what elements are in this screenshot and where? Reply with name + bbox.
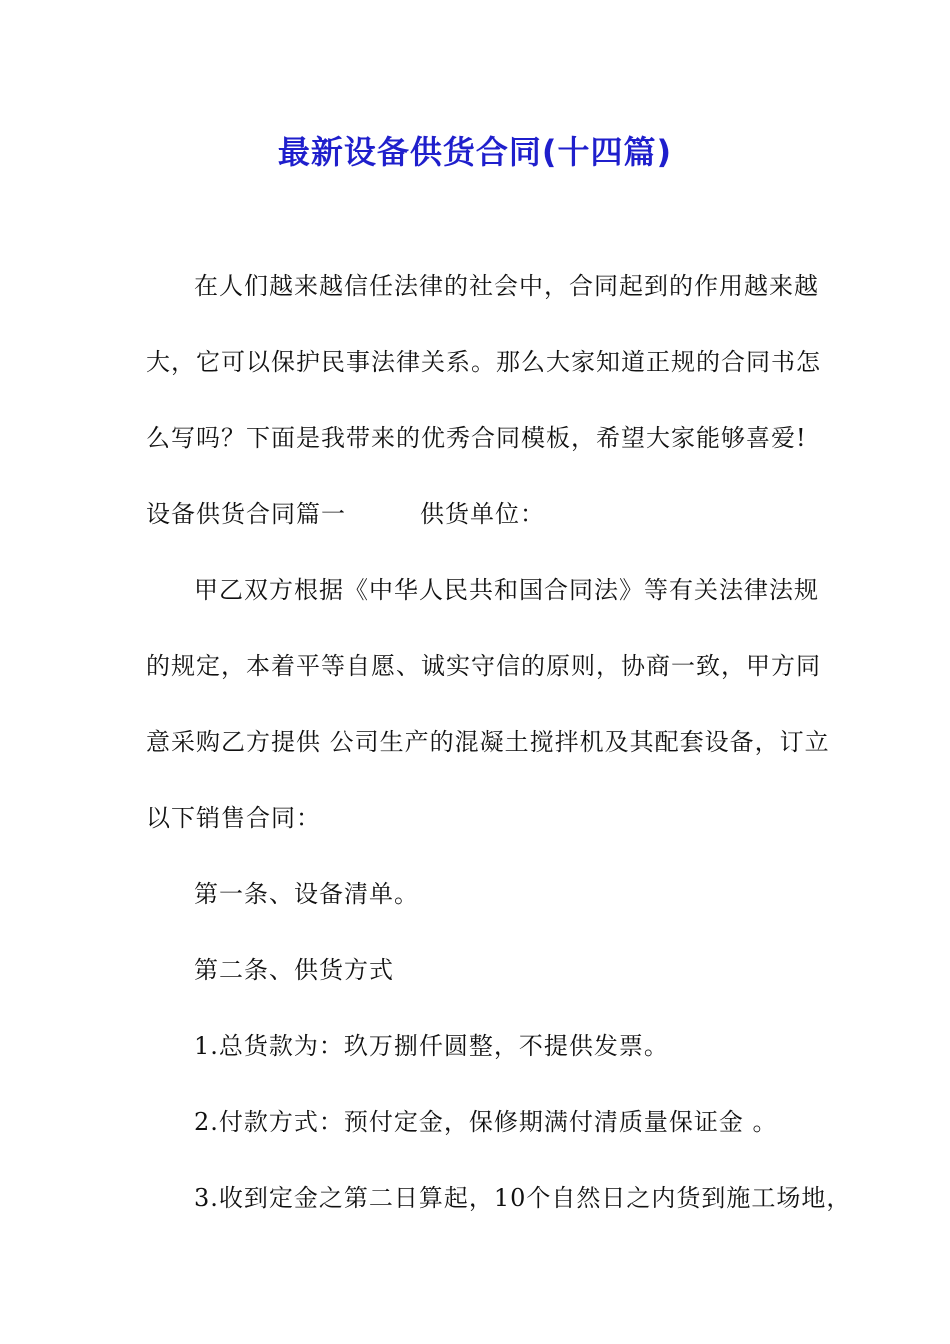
supplier-label: 供货单位： xyxy=(420,500,545,528)
section-heading-line xyxy=(146,488,822,564)
section-heading: 设备供货合同篇一 xyxy=(146,500,346,528)
preamble-line-3: 意采购乙方提供 公司生产的混凝土搅拌机及其配套设备，订立 xyxy=(146,728,830,756)
item-2: 2.付款方式：预付定金，保修期满付清质量保证金 。 xyxy=(194,1108,778,1136)
article-2: 第二条、供货方式 xyxy=(194,956,394,984)
item-1: 1.总货款为：玖万捌仟圆整，不提供发票。 xyxy=(194,1032,669,1060)
preamble-line-1: 甲乙双方根据《中华人民共和国合同法》等有关法律法规 xyxy=(194,576,819,604)
document-body xyxy=(146,260,852,1248)
intro-line-1: 在人们越来越信任法律的社会中，合同起到的作用越来越 xyxy=(194,272,819,300)
preamble-line-2: 的规定，本着平等自愿、诚实守信的原则，协商一致，甲方同 xyxy=(146,652,821,680)
intro-line-3: 么写吗？下面是我带来的优秀合同模板，希望大家能够喜爱! xyxy=(146,424,807,452)
preamble-line-4: 以下销售合同： xyxy=(146,804,321,832)
document-title: 最新设备供货合同(十四篇) xyxy=(277,133,673,171)
item-3: 3.收到定金之第二日算起，10个自然日之内货到施工场地， xyxy=(194,1184,852,1212)
intro-line-2: 大，它可以保护民事法律关系。那么大家知道正规的合同书怎 xyxy=(146,348,821,376)
article-1: 第一条、设备清单。 xyxy=(194,880,419,908)
